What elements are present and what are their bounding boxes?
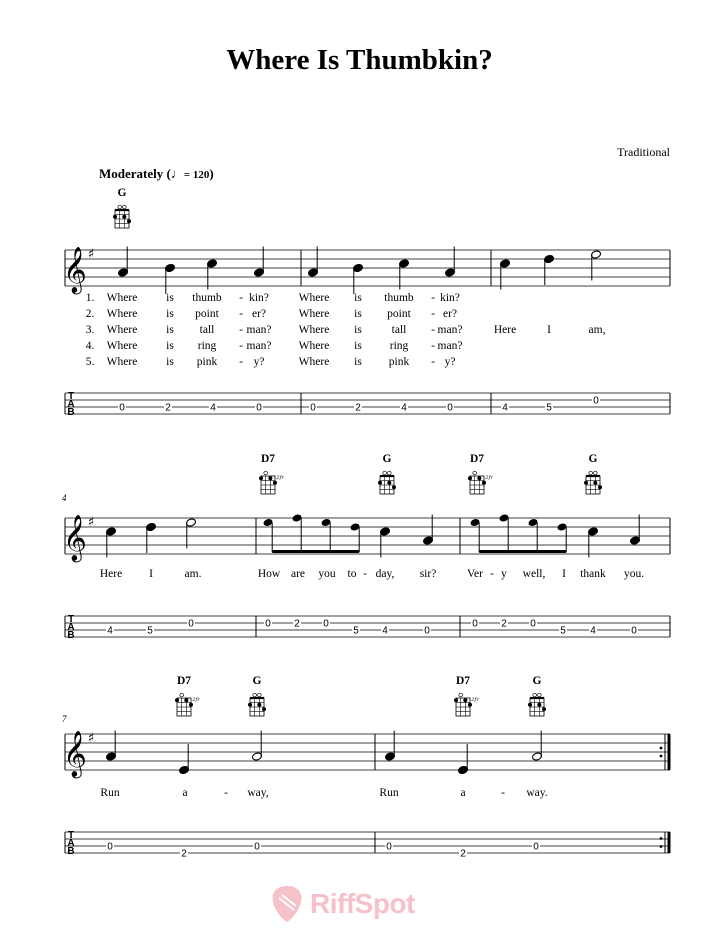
lyric-word: thumb	[384, 292, 414, 304]
lyric-word: y?	[253, 356, 265, 368]
fret-label: 2fr	[471, 697, 479, 703]
lyric-word: -	[501, 787, 505, 799]
lyric-word: tall	[391, 324, 407, 336]
tab-number: 4	[107, 625, 113, 637]
treble-clef-icon: 𝄞	[63, 515, 87, 561]
lyric-word: -	[490, 568, 494, 580]
lyric-word: Where	[298, 292, 330, 304]
chord-name: D7	[260, 453, 276, 465]
lyric-word: -	[239, 324, 243, 336]
tab-number: 2	[294, 618, 300, 630]
finger-dot	[468, 703, 472, 707]
lyric-word: is	[354, 340, 362, 352]
lyric-word: -	[431, 340, 435, 352]
tab-number: 2	[460, 848, 466, 860]
finger-dot	[528, 703, 532, 707]
sharp-icon: ♯	[87, 731, 95, 746]
lyric-word: thumb	[192, 292, 222, 304]
finger-dot	[259, 476, 263, 480]
tab-number: 0	[256, 402, 262, 414]
final-barline-thick	[668, 832, 671, 853]
lyric-word: man?	[437, 324, 463, 336]
tab-clef-letter: T	[67, 830, 75, 841]
open-string-icon	[383, 471, 387, 475]
lyric-word: 2.	[85, 308, 95, 320]
chord-name: G	[588, 453, 598, 465]
chord-diagram-g	[584, 471, 602, 494]
lyric-word: -	[239, 340, 243, 352]
lyric-word: a	[460, 787, 466, 799]
treble-clef-icon: 𝄞	[63, 247, 87, 293]
open-string-icon	[388, 471, 392, 475]
lyric-word: way.	[526, 787, 548, 799]
finger-dot	[387, 481, 391, 485]
finger-dot	[584, 481, 588, 485]
open-string-icon	[538, 693, 542, 697]
lyric-word: well,	[522, 568, 546, 580]
lyric-word: is	[354, 308, 362, 320]
lyric-word: man?	[246, 324, 272, 336]
lyric-word: tall	[199, 324, 215, 336]
lyric-word: Where	[106, 340, 138, 352]
tempo-text: Moderately	[99, 166, 164, 181]
tab-number: 0	[386, 841, 392, 853]
tab-clef-letter: B	[67, 846, 75, 857]
lyric-word: How	[257, 568, 281, 580]
lyric-word: I	[547, 324, 551, 336]
song-title: Where Is Thumbkin?	[226, 44, 493, 76]
lyric-word: is	[354, 292, 362, 304]
tab-number: 0	[107, 841, 113, 853]
riffspot-logo	[270, 882, 415, 926]
lyric-word: -	[431, 356, 435, 368]
lyric-word: pink	[388, 356, 410, 368]
finger-dot	[482, 481, 486, 485]
lyric-word: -	[431, 308, 435, 320]
tab-number: 0	[188, 618, 194, 630]
lyric-word: Where	[106, 292, 138, 304]
lyric-word: -	[239, 308, 243, 320]
composer-credit: Traditional	[617, 145, 670, 159]
lyric-word: are	[290, 568, 306, 580]
lyric-word: Where	[106, 308, 138, 320]
open-string-icon	[533, 693, 537, 697]
lyric-word: you	[318, 568, 336, 580]
finger-dot	[268, 476, 272, 480]
lyric-word: Where	[106, 324, 138, 336]
finger-dot	[454, 698, 458, 702]
final-barline-thick	[668, 734, 671, 770]
tab-number: 4	[401, 402, 407, 414]
lyric-word: is	[354, 324, 362, 336]
tempo-marking: Moderately (♩= 120)	[99, 166, 214, 181]
repeat-dot	[660, 747, 663, 750]
repeat-dot	[660, 837, 663, 840]
lyric-word: kin?	[249, 292, 269, 304]
lyric-word: 5.	[85, 356, 95, 368]
lyric-word: is	[166, 340, 174, 352]
tab-number: 0	[593, 395, 599, 407]
finger-dot	[593, 481, 597, 485]
lyric-word: is	[354, 356, 362, 368]
measure-number: 4	[62, 493, 67, 503]
finger-dot	[468, 476, 472, 480]
lyric-word: way,	[247, 787, 269, 799]
chord-diagram-d7	[468, 471, 486, 494]
lyric-word: Where	[298, 324, 330, 336]
open-string-icon	[264, 471, 268, 475]
lyric-word: I	[149, 568, 153, 580]
open-string-icon	[589, 471, 593, 475]
open-string-icon	[459, 693, 463, 697]
lyric-word: -	[224, 787, 228, 799]
chord-name: D7	[469, 453, 485, 465]
tab-number: 2	[501, 618, 507, 630]
lyric-word: ring	[389, 340, 409, 352]
open-string-icon	[253, 693, 257, 697]
lyric-word: er?	[442, 308, 458, 320]
fret-label: 2fr	[485, 475, 493, 481]
tab-clef-letter: A	[67, 622, 75, 633]
lyric-word: 4.	[85, 340, 95, 352]
tab-number: 0	[310, 402, 316, 414]
quarter-note-icon: ♩	[170, 166, 184, 181]
logo-text: RiffSpot	[310, 888, 415, 919]
lyric-word: day,	[375, 568, 395, 580]
tab-number: 4	[590, 625, 596, 637]
repeat-dot	[660, 755, 663, 758]
lyric-word: Where	[298, 308, 330, 320]
tab-clef-letter: A	[67, 399, 75, 410]
open-string-icon	[594, 471, 598, 475]
tab-number: 0	[472, 618, 478, 630]
lyric-word: a	[182, 787, 188, 799]
lyric-word: to	[347, 568, 357, 580]
lyric-word: man?	[246, 340, 272, 352]
tab-clef-letter: T	[67, 391, 75, 402]
finger-dot	[477, 476, 481, 480]
tab-number: 0	[447, 402, 453, 414]
lyric-word: is	[166, 324, 174, 336]
tab-number: 0	[631, 625, 637, 637]
lyric-word: -	[431, 324, 435, 336]
tempo-bpm: = 120	[183, 169, 210, 181]
tab-number: 2	[181, 848, 187, 860]
lyric-word: is	[166, 292, 174, 304]
lyric-word: man?	[437, 340, 463, 352]
tab-number: 0	[119, 402, 125, 414]
lyric-word: Here	[99, 568, 123, 580]
finger-dot	[248, 703, 252, 707]
lyric-word: am.	[184, 568, 202, 580]
tab-clef-letter: B	[67, 630, 75, 641]
tab-clef-letter: B	[67, 407, 75, 418]
lyric-word: Where	[298, 340, 330, 352]
finger-dot	[184, 698, 188, 702]
treble-clef-icon: 𝄞	[63, 731, 87, 777]
chord-diagram-d7	[175, 693, 193, 716]
chord-diagram-g	[378, 471, 396, 494]
open-string-icon	[123, 205, 127, 209]
finger-dot	[598, 485, 602, 489]
measure-number: 7	[62, 714, 67, 724]
finger-dot	[262, 707, 266, 711]
tab-number: 5	[147, 625, 153, 637]
tab-number: 0	[254, 841, 260, 853]
note-beam	[272, 550, 359, 553]
sharp-icon: ♯	[87, 247, 95, 262]
chord-name: D7	[455, 675, 471, 687]
finger-dot	[127, 219, 131, 223]
lyric-word: you.	[623, 568, 645, 580]
lyric-word: Where	[106, 356, 138, 368]
tab-number: 0	[323, 618, 329, 630]
lyric-word: ring	[197, 340, 217, 352]
tab-number: 4	[502, 402, 508, 414]
fret-label: 2fr	[276, 475, 284, 481]
tab-number: 0	[533, 841, 539, 853]
tab-number: 0	[424, 625, 430, 637]
lyric-word: -	[239, 292, 243, 304]
lyric-word: -	[431, 292, 435, 304]
tab-number: 0	[265, 618, 271, 630]
lyric-word: Run	[379, 787, 399, 799]
note-beam	[479, 550, 566, 553]
tab-number: 0	[530, 618, 536, 630]
lyric-word: Ver	[467, 568, 483, 580]
finger-dot	[392, 485, 396, 489]
chord-diagram-g	[528, 693, 546, 716]
chord-name: G	[117, 187, 127, 199]
tab-number: 2	[355, 402, 361, 414]
lyric-word: am,	[588, 324, 606, 336]
finger-dot	[257, 703, 261, 707]
lyric-word: is	[166, 308, 174, 320]
lyric-word: Where	[298, 356, 330, 368]
lyric-word: Run	[100, 787, 120, 799]
lyric-word: point	[195, 308, 219, 320]
lyric-word: kin?	[440, 292, 460, 304]
tab-number: 5	[560, 625, 566, 637]
chord-diagram-d7	[259, 471, 277, 494]
finger-dot	[378, 481, 382, 485]
lyric-word: -	[363, 568, 367, 580]
tab-clef-letter: A	[67, 838, 75, 849]
tab-number: 5	[353, 625, 359, 637]
chord-diagram-d7	[454, 693, 472, 716]
open-string-icon	[473, 471, 477, 475]
finger-dot	[273, 481, 277, 485]
tab-number: 5	[546, 402, 552, 414]
sharp-icon: ♯	[87, 515, 95, 530]
guitar-pick-icon	[270, 884, 304, 924]
lyric-word: y?	[444, 356, 456, 368]
finger-dot	[175, 698, 179, 702]
chord-name: G	[532, 675, 542, 687]
finger-dot	[463, 698, 467, 702]
fret-label: 2fr	[192, 697, 200, 703]
finger-dot	[542, 707, 546, 711]
chord-name: D7	[176, 675, 192, 687]
finger-dot	[189, 703, 193, 707]
lyric-word: sir?	[419, 568, 437, 580]
tab-clef-letter: T	[67, 614, 75, 625]
lyric-word: Here	[493, 324, 517, 336]
lyric-word: point	[387, 308, 411, 320]
open-string-icon	[258, 693, 262, 697]
lyric-word: -	[239, 356, 243, 368]
tab-number: 4	[382, 625, 388, 637]
open-string-icon	[118, 205, 122, 209]
chord-diagram-g	[248, 693, 266, 716]
finger-dot	[122, 215, 126, 219]
lyric-word: y	[501, 568, 507, 580]
lyric-word: er?	[251, 308, 267, 320]
lyric-word: pink	[196, 356, 218, 368]
tab-number: 4	[210, 402, 216, 414]
finger-dot	[113, 215, 117, 219]
chord-name: G	[382, 453, 392, 465]
repeat-dot	[660, 845, 663, 848]
chord-name: G	[252, 675, 262, 687]
lyric-word: I	[562, 568, 566, 580]
open-string-icon	[180, 693, 184, 697]
lyric-word: 1.	[85, 292, 95, 304]
lyric-word: thank	[580, 568, 606, 580]
tab-number: 2	[165, 402, 171, 414]
lyric-word: is	[166, 356, 174, 368]
finger-dot	[537, 703, 541, 707]
chord-diagram-g	[113, 205, 131, 228]
lyric-word: 3.	[85, 324, 95, 336]
